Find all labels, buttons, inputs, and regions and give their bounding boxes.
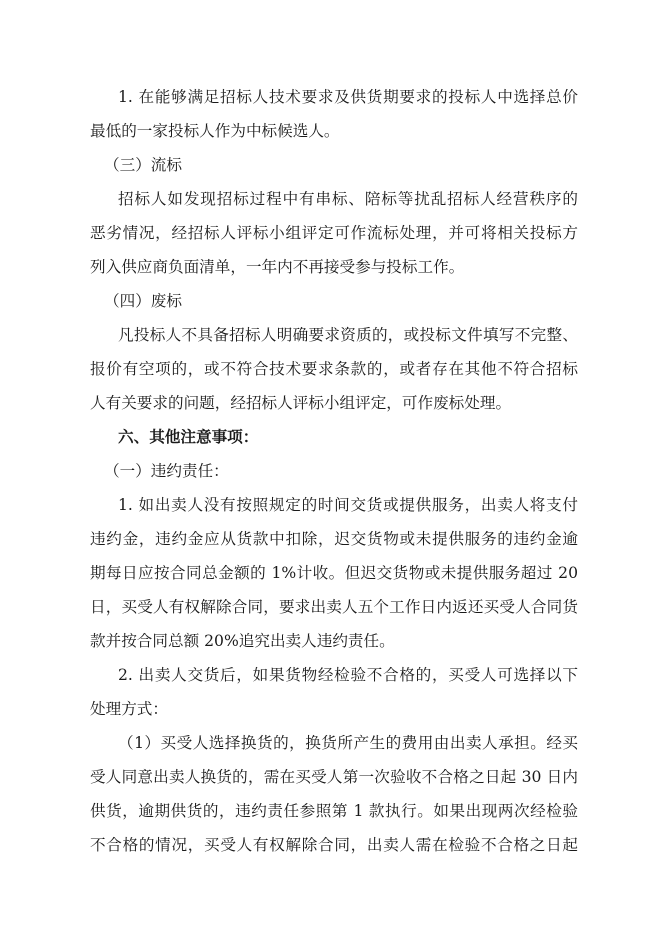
paragraph-line: 款并按合同总额 20%追究出卖人违约责任。 bbox=[90, 632, 395, 650]
paragraph-line: 招标人如发现招标过程中有串标、陪标等扰乱招标人经营秩序的 bbox=[118, 190, 578, 208]
paragraph-line: 最低的一家投标人作为中标候选人。 bbox=[90, 122, 340, 140]
paragraph-line: 不合格的情况，买受人有权解除合同，出卖人需在检验不合格之日起 bbox=[90, 836, 578, 854]
section-heading: （三）流标 bbox=[104, 156, 182, 174]
paragraph-line: 人有关要求的问题，经招标人评标小组评定，可作废标处理。 bbox=[90, 394, 512, 412]
chapter-heading: 六、其他注意事项： bbox=[118, 427, 259, 446]
paragraph-line: 恶劣情况，经招标人评标小组评定可作流标处理，并可将相关投标方 bbox=[90, 224, 578, 242]
paragraph-line: 2. 出卖人交货后，如果货物经检验不合格的，买受人可选择以下 bbox=[118, 666, 578, 684]
paragraph-line: 报价有空项的，或不符合技术要求条款的，或者存在其他不符合招标 bbox=[90, 360, 578, 378]
paragraph-line: 期每日应按合同总金额的 1%计收。但迟交货物或未提供服务超过 20 bbox=[90, 564, 578, 582]
paragraph-line: 列入供应商负面清单，一年内不再接受参与投标工作。 bbox=[90, 258, 465, 276]
paragraph-line: 受人同意出卖人换货的，需在买受人第一次验收不合格之日起 30 日内 bbox=[90, 768, 578, 786]
section-heading: （一）违约责任： bbox=[104, 462, 229, 480]
paragraph-line: 违约金，违约金应从货款中扣除，迟交货物或未提供服务的违约金逾 bbox=[90, 530, 578, 548]
section-heading: （四）废标 bbox=[104, 292, 182, 310]
paragraph-line: 供货，逾期供货的，违约责任参照第 1 款执行。如果出现两次经检验 bbox=[90, 802, 578, 820]
paragraph-line: 处理方式： bbox=[90, 700, 168, 718]
paragraph-line: 日，买受人有权解除合同，要求出卖人五个工作日内返还买受人合同货 bbox=[90, 598, 578, 616]
paragraph-line: 1. 在能够满足招标人技术要求及供货期要求的投标人中选择总价 bbox=[118, 88, 578, 106]
paragraph-line: （1）买受人选择换货的，换货所产生的费用由出卖人承担。经买 bbox=[118, 734, 578, 752]
paragraph-line: 1. 如出卖人没有按照规定的时间交货或提供服务，出卖人将支付 bbox=[118, 496, 578, 514]
paragraph-line: 凡投标人不具备招标人明确要求资质的，或投标文件填写不完整、 bbox=[118, 326, 578, 344]
